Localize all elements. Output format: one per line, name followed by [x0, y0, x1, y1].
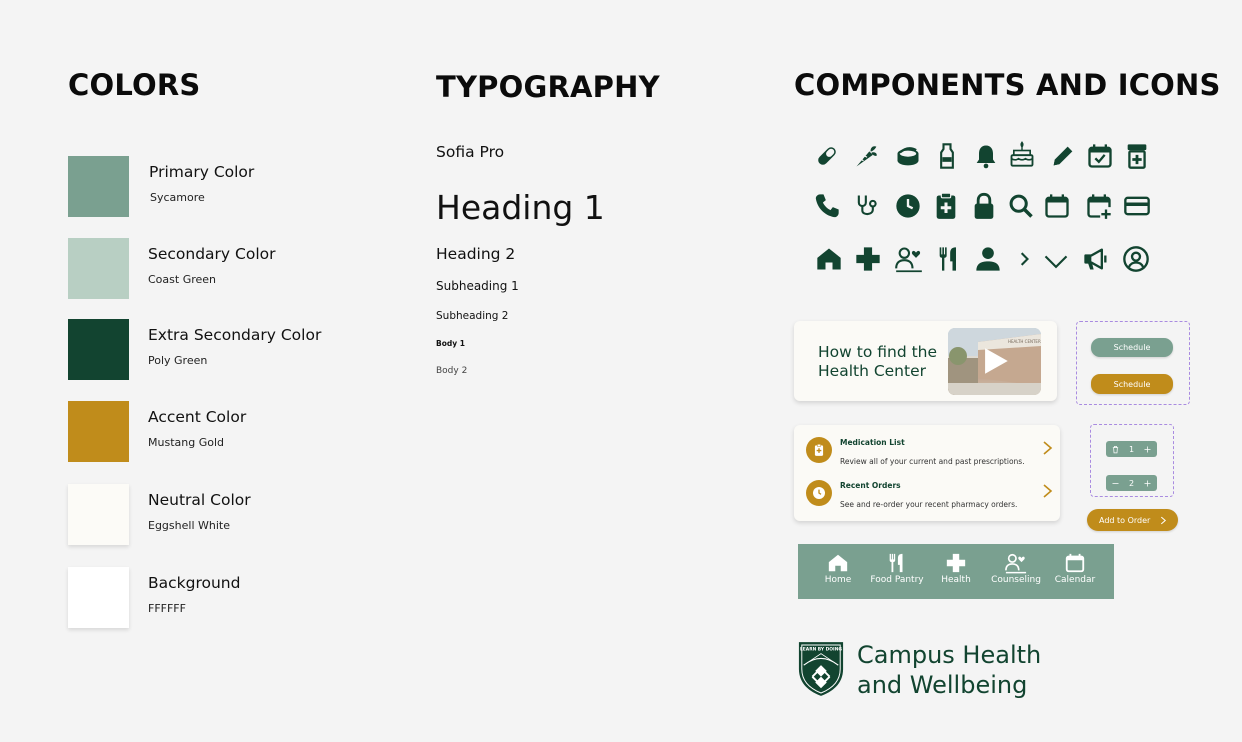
color-sub: Eggshell White: [148, 519, 230, 532]
chevron-down-icon: [1041, 246, 1071, 276]
cake-icon: [1007, 139, 1037, 169]
search-icon: [1006, 191, 1036, 221]
list-item-description: Review all of your current and past prescriptions.: [840, 457, 1025, 466]
plus-icon[interactable]: [1143, 445, 1152, 454]
clipboard-medical-icon: [806, 437, 832, 463]
utensils-icon: [886, 552, 908, 574]
home-icon: [814, 244, 844, 274]
logo-wordmark: [857, 640, 1041, 700]
stepper-quantity: 1: [1128, 444, 1135, 454]
nav-label: Food Pantry: [870, 575, 924, 585]
calendar-icon: [1064, 552, 1086, 574]
color-name: Neutral Color: [148, 491, 251, 509]
list-item-orders[interactable]: [806, 480, 1054, 516]
play-icon[interactable]: [978, 344, 1012, 378]
logo-motto: LEARN BY DOING: [799, 647, 843, 653]
swatch-secondary: [68, 238, 129, 299]
calendar-check-icon: [1085, 141, 1115, 171]
logo-line-1: Campus Health: [857, 641, 1042, 669]
video-thumbnail[interactable]: [948, 328, 1041, 395]
nav-label: Calendar: [1054, 575, 1096, 585]
medical-cross-icon: [945, 552, 967, 574]
clipboard-medical-icon: [931, 191, 961, 221]
prescription-bottle-icon: [1122, 141, 1152, 171]
megaphone-icon: [1081, 244, 1111, 274]
nav-item-home[interactable]: [809, 552, 867, 585]
add-to-order-button[interactable]: [1087, 509, 1178, 531]
color-name: Primary Color: [149, 163, 255, 181]
color-name: Extra Secondary Color: [148, 326, 322, 344]
swatch-primary: [68, 156, 129, 217]
clock-icon: [893, 191, 923, 221]
nav-item-calendar[interactable]: [1046, 552, 1104, 585]
nav-item-health[interactable]: [927, 552, 985, 585]
nav-label: Health: [941, 575, 971, 585]
video-card-title: How to find the Health Center: [818, 343, 938, 380]
font-family-name: Sofia Pro: [436, 143, 505, 161]
color-row-secondary: [68, 238, 398, 300]
list-item-title: Recent Orders: [840, 481, 901, 490]
nav-label: Home: [824, 575, 852, 585]
calendar-icon: [1042, 191, 1072, 221]
stethoscope-icon: [852, 191, 882, 221]
minus-icon[interactable]: [1111, 479, 1120, 488]
nav-label: Counseling: [991, 575, 1041, 585]
button-variants-group: [1076, 321, 1190, 405]
color-sub: Mustang Gold: [148, 436, 224, 449]
milk-bottle-icon: [932, 141, 962, 171]
body-1-sample: Body 1: [436, 339, 465, 348]
counseling-icon: [894, 244, 924, 274]
campus-shield-logo: [797, 640, 845, 698]
color-sub: Poly Green: [148, 354, 208, 367]
logo-line-2: and Wellbeing: [857, 671, 1028, 699]
chevron-right-icon: [1009, 244, 1039, 274]
add-to-order-label: Add to Order: [1099, 515, 1151, 525]
color-row-accent: [68, 401, 398, 463]
color-sub: Sycamore: [150, 191, 205, 204]
bottom-nav-bar: [798, 544, 1114, 599]
nav-item-food-pantry[interactable]: [868, 552, 926, 585]
stepper-quantity: 2: [1128, 478, 1135, 488]
list-item-medication[interactable]: [806, 437, 1054, 473]
heading-2-sample: Heading 2: [436, 245, 516, 263]
schedule-button-accent[interactable]: Schedule: [1091, 374, 1173, 394]
clock-icon: [806, 480, 832, 506]
nav-item-counseling[interactable]: [987, 552, 1045, 585]
stepper-variants-group: [1090, 424, 1174, 497]
color-row-primary: [68, 156, 398, 218]
food-can-icon: [893, 141, 923, 171]
medical-cross-icon: [853, 244, 883, 274]
swatch-extra-secondary: [68, 319, 129, 380]
subheading-2-sample: Subheading 2: [436, 310, 509, 322]
color-sub: FFFFFF: [148, 602, 186, 615]
quantity-stepper[interactable]: [1106, 475, 1157, 491]
typography-heading: TYPOGRAPHY: [436, 70, 660, 104]
chevron-right-icon: [1040, 483, 1054, 499]
schedule-button-primary[interactable]: Schedule: [1091, 338, 1173, 357]
colors-heading: COLORS: [68, 68, 201, 102]
bell-icon: [971, 141, 1001, 171]
subheading-1-sample: Subheading 1: [436, 279, 519, 293]
list-item-title: Medication List: [840, 438, 905, 447]
color-row-background: [68, 567, 398, 629]
user-icon: [973, 244, 1003, 274]
list-item-description: See and re-order your recent pharmacy orders.: [840, 500, 1018, 509]
lock-icon: [969, 191, 999, 221]
color-sub: Coast Green: [148, 273, 217, 286]
phone-icon: [812, 191, 842, 221]
pill-icon: [812, 141, 842, 171]
chevron-right-icon: [1040, 440, 1054, 456]
utensils-icon: [934, 244, 964, 274]
heading-1-sample: Heading 1: [436, 188, 605, 227]
body-2-sample: Body 2: [436, 366, 468, 376]
carrot-icon: [852, 141, 882, 171]
plus-icon[interactable]: [1143, 479, 1152, 488]
video-card[interactable]: [794, 321, 1057, 401]
components-heading: COMPONENTS AND ICONS: [794, 68, 1221, 102]
swatch-neutral: [68, 484, 129, 545]
trash-icon[interactable]: [1111, 445, 1120, 454]
pencil-icon: [1048, 141, 1078, 171]
color-name: Secondary Color: [148, 245, 276, 263]
calendar-add-icon: [1084, 191, 1114, 221]
color-name: Background: [148, 574, 241, 592]
color-name: Accent Color: [148, 408, 247, 426]
chevron-right-icon: [1159, 516, 1167, 525]
home-icon: [827, 552, 849, 574]
swatch-accent: [68, 401, 129, 462]
swatch-background: [68, 567, 129, 628]
color-row-extra-secondary: [68, 319, 398, 381]
counseling-icon: [1005, 552, 1027, 574]
quantity-stepper[interactable]: [1106, 441, 1157, 457]
user-circle-icon: [1121, 244, 1151, 274]
color-row-neutral: [68, 484, 398, 546]
credit-card-icon: [1122, 191, 1152, 221]
pharmacy-list-card: [794, 425, 1060, 521]
